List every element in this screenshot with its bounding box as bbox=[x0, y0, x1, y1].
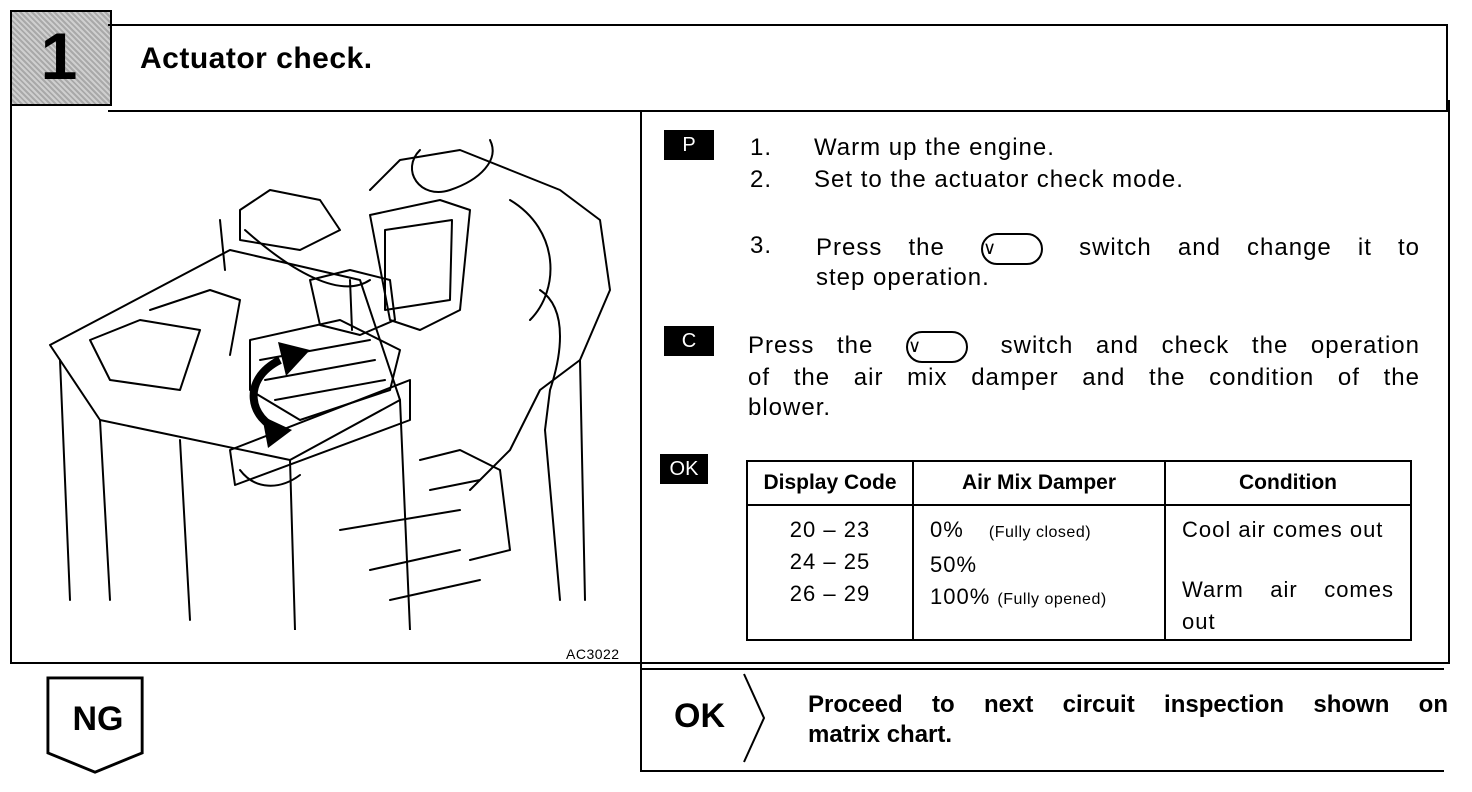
step-1-text: Warm up the engine. bbox=[814, 134, 1055, 161]
step-3-text-a: Press the bbox=[816, 234, 945, 261]
check-line-2: of the air mix damper and the condition of the bbox=[748, 364, 1420, 391]
check-text-a: Press the bbox=[748, 332, 874, 359]
page-title: Actuator check. bbox=[140, 42, 373, 75]
step-3-text-b: switch and change it to bbox=[1079, 234, 1421, 261]
figure-code: AC3022 bbox=[566, 646, 620, 662]
damper-note-3: (Fully opened) bbox=[997, 591, 1107, 608]
ok-criteria-table bbox=[746, 460, 1412, 641]
damper-row-3 bbox=[930, 581, 1163, 616]
step-2-text: Set to the actuator check mode. bbox=[814, 166, 1184, 193]
damper-cell bbox=[913, 505, 1165, 640]
p-tag: P bbox=[664, 130, 714, 160]
display-code-cell bbox=[747, 505, 913, 640]
proceed-instruction bbox=[808, 690, 1448, 750]
step-2-number: 2. bbox=[750, 166, 773, 193]
ok-arrow-chevron bbox=[740, 670, 770, 766]
step-3-line-1 bbox=[816, 232, 1420, 265]
damper-value-3: 100% bbox=[930, 584, 991, 609]
proceed-line-1: Proceed to next circuit inspection shown on bbox=[808, 691, 1448, 718]
ng-label: NG bbox=[72, 700, 124, 738]
table-header-row bbox=[747, 461, 1411, 505]
display-code-2: 24 – 25 bbox=[789, 549, 871, 574]
down-switch-icon: ∨ bbox=[906, 331, 968, 363]
step-1-number: 1. bbox=[750, 134, 773, 161]
check-text-b: switch and check the operation bbox=[1000, 332, 1421, 359]
down-switch-icon: ∨ bbox=[981, 233, 1043, 265]
ok-tag: OK bbox=[660, 454, 708, 484]
actuator-illustration bbox=[40, 130, 620, 630]
step-3-line-2: step operation. bbox=[816, 264, 990, 291]
condition-1: Cool air comes out bbox=[1182, 517, 1384, 542]
header-condition: Condition bbox=[1165, 461, 1411, 505]
ok-result-label: OK bbox=[674, 697, 725, 735]
damper-value-1: 0% bbox=[930, 517, 964, 542]
proceed-line-2: matrix chart. bbox=[808, 721, 953, 748]
header-display-code: Display Code bbox=[747, 461, 913, 505]
display-code-1: 20 – 23 bbox=[789, 517, 871, 542]
header-air-mix-damper: Air Mix Damper bbox=[913, 461, 1165, 505]
display-code-3: 26 – 29 bbox=[789, 581, 871, 606]
damper-note-1: (Fully closed) bbox=[988, 524, 1092, 541]
damper-row-1 bbox=[930, 514, 1163, 549]
condition-cell bbox=[1165, 505, 1411, 640]
damper-value-2: 50% bbox=[930, 552, 978, 577]
c-tag: C bbox=[664, 326, 714, 356]
condition-spacer bbox=[1182, 546, 1394, 574]
check-line-1 bbox=[748, 330, 1420, 363]
condition-3: out bbox=[1182, 609, 1216, 634]
step-3-number: 3. bbox=[750, 232, 773, 259]
damper-row-2 bbox=[930, 549, 1163, 581]
table-row bbox=[747, 505, 1411, 640]
check-line-3: blower. bbox=[748, 394, 832, 421]
step-number: 1 bbox=[40, 19, 78, 93]
condition-2: Warm air comes bbox=[1182, 577, 1394, 602]
